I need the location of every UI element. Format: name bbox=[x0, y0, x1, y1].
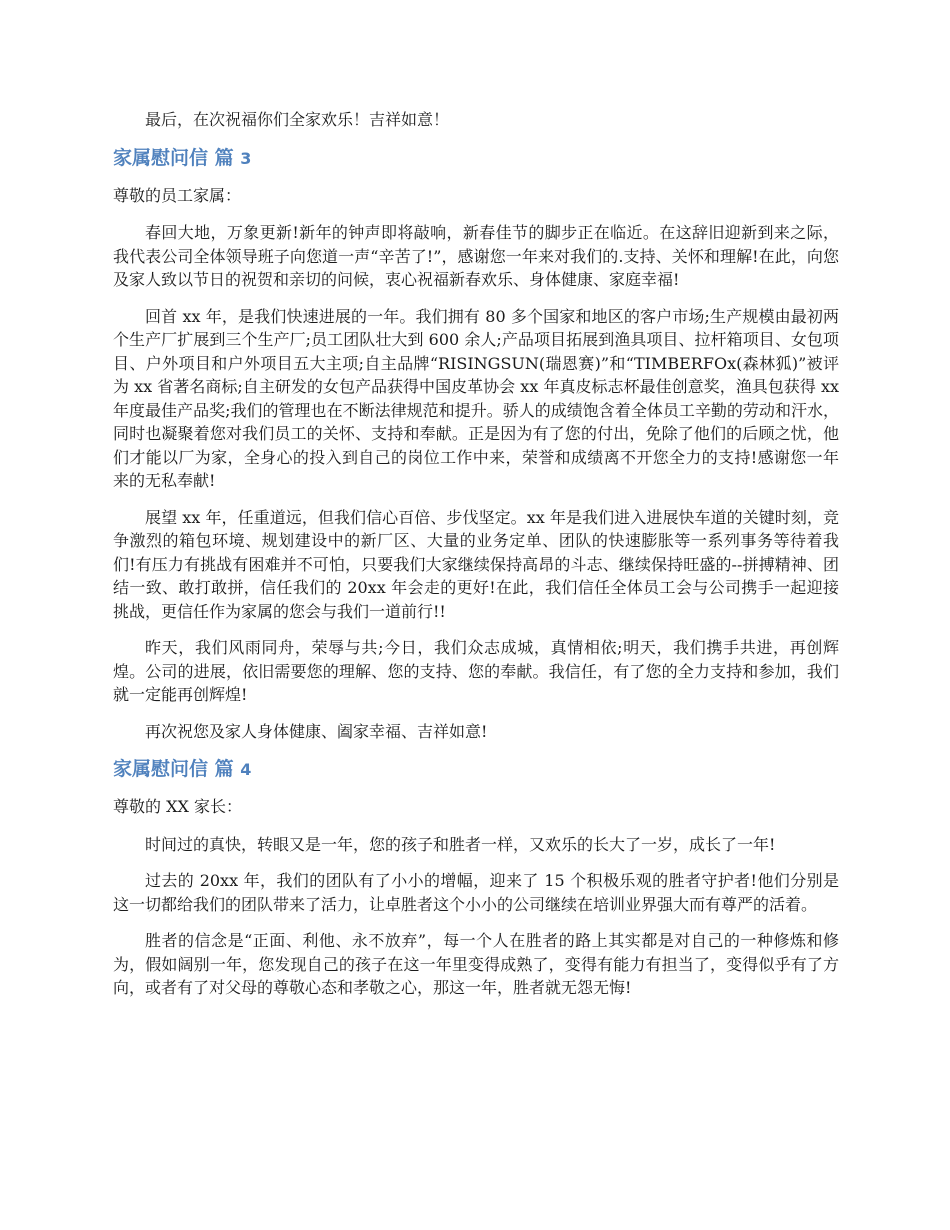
heading-number: 4 bbox=[240, 760, 252, 779]
paragraph: 展望 xx 年，任重道远，但我们信心百倍、步伐坚定。xx 年是我们进入进展快车道的关键时刻，竞争激烈的箱包环境、规划建设中的新厂区、大量的业务定单、团队的快速膨胀等一系列事务等待着我们!有压力有挑战有困难并不可怕，只要我们大家继续保持高昂的斗志、继续保持旺盛的--拼搏精神、团结一致、敢打敢拼，信任我们的 20xx 年会走的更好!在此，我们信任全体员工会与公司携手一起迎接挑战，更信任作为家属的您会与我们一道前行!! bbox=[113, 507, 839, 621]
paragraph: 春回大地，万象更新!新年的钟声即将敲响，新春佳节的脚步正在临近。在这辞旧迎新到来之际，我代表公司全体领导班子向您道一声“辛苦了!”，感谢您一年来对我们的.支持、关怀和理解!在此，向您及家人致以节日的祝贺和亲切的问候，衷心祝福新春欢乐、身体健康、家庭幸福! bbox=[113, 223, 839, 289]
salutation: 尊敬的员工家属： bbox=[113, 185, 242, 205]
salutation: 尊敬的 XX 家长： bbox=[113, 797, 242, 816]
heading-number: 3 bbox=[240, 148, 252, 168]
paragraph: 回首 xx 年，是我们快速进展的一年。我们拥有 80 多个国家和地区的客户市场;生产规模由最初两个生产厂扩展到三个生产厂;员工团队壮大到 600 余人;产品项目拓展到渔具项目、拉杆箱项目、女包项目、户外项目和户外项目五大主项;自主品牌“RISINGSUN(瑞恩赛)”和“TIMBERFOx(森林狐)”被评为 xx 省著名商标;自主研发的女包产品获得中国皮革协会 xx 年真皮标志杯最佳创意奖，渔具包获得 xx 年度最佳产品奖;我们的管理也在不断法律规范和提升。骄人的成绩饱含着全体员工辛勤的劳动和汗水，同时也凝聚着您对我们员工的关怀、支持和奉献。正是因为有了您的付出，免除了他们的后顾之忧，他们才能以厂为家，全身心的投入到自己的岗位工作中来，荣誉和成绩离不开您全力的支持!感谢您一年来的无私奉献! bbox=[113, 306, 839, 490]
heading-text: 家属慰问信 篇 bbox=[113, 146, 234, 169]
document-page bbox=[113, 108, 839, 1013]
closing-line: 最后，在次祝福你们全家欢乐！吉祥如意！ bbox=[145, 110, 450, 129]
paragraph: 昨天，我们风雨同舟，荣辱与共;今日，我们众志成城，真情相依;明天，我们携手共进，再创辉煌。公司的进展，依旧需要您的理解、您的支持、您的奉献。我信任，有了您的全力支持和参加，我们就一定能再创辉煌! bbox=[113, 638, 839, 704]
section-heading-3 bbox=[113, 145, 839, 172]
heading-text: 家属慰问信 篇 bbox=[113, 758, 234, 780]
paragraph: 时间过的真快，转眼又是一年，您的孩子和胜者一样，又欢乐的长大了一岁，成长了一年! bbox=[145, 834, 776, 854]
section-heading-4 bbox=[113, 756, 839, 783]
paragraph: 过去的 20xx 年，我们的团队有了小小的增幅，迎来了 15 个积极乐观的胜者守护者!他们分别是 这一切都给我们的团队带来了活力，让卓胜者这个小小的公司继续在培训业界强大而有尊严的活着。 bbox=[113, 871, 839, 914]
paragraph: 胜者的信念是“正面、利他、永不放弃”，每一个人在胜者的路上其实都是对自己的一种修炼和修为，假如阔别一年，您发现自己的孩子在这一年里变得成熟了，变得有能力有担当了，变得似乎有了方向，或者有了对父母的尊敬心态和孝敬之心，那这一年，胜者就无怨无悔! bbox=[113, 931, 839, 997]
paragraph: 再次祝您及家人身体健康、阖家幸福、吉祥如意! bbox=[145, 721, 488, 741]
